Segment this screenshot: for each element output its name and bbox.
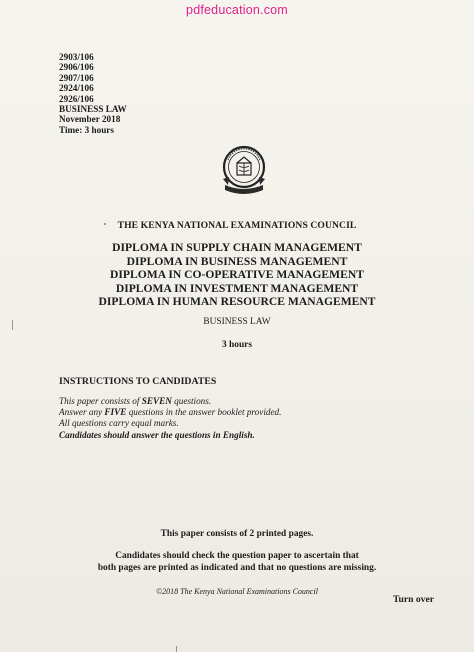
paper-code: 2924/106 xyxy=(59,83,94,94)
paper-code: 2906/106 xyxy=(59,62,94,73)
instruction-line: Answer any FIVE questions in the answer booklet provided. xyxy=(59,407,282,418)
instruction-line: Candidates should answer the questions in English. xyxy=(59,429,255,440)
diploma-title: DIPLOMA IN INVESTMENT MANAGEMENT xyxy=(115,281,359,295)
header-date: November 2018 xyxy=(59,114,121,125)
scan-mark xyxy=(176,646,177,652)
paper-codes-block xyxy=(59,52,127,135)
diploma-title: DIPLOMA IN CO-OPERATIVE MANAGEMENT xyxy=(110,268,364,282)
turn-over-label: Turn over xyxy=(393,594,434,605)
header-time: Time: 3 hours xyxy=(59,124,114,135)
instructions-heading: INSTRUCTIONS TO CANDIDATES xyxy=(59,376,217,387)
instruction-line: This paper consists of SEVEN questions. xyxy=(59,396,212,406)
instruction-line: All questions carry equal marks. xyxy=(59,418,179,429)
knec-crest-icon xyxy=(219,143,269,201)
watermark[interactable]: pdfeducation.com xyxy=(186,3,288,17)
printed-pages-note: This paper consists of 2 printed pages. xyxy=(160,529,314,539)
scan-mark xyxy=(12,320,13,330)
scan-mark xyxy=(104,223,106,225)
diploma-title: DIPLOMA IN BUSINESS MANAGEMENT xyxy=(126,254,348,268)
diploma-title: DIPLOMA IN SUPPLY CHAIN MANAGEMENT xyxy=(112,241,362,254)
check-notice: Candidates should check the question paper to ascertain that both pages are printed as indicated and that no questions are missing. xyxy=(97,551,377,574)
scan-mark xyxy=(100,298,102,299)
diploma-list xyxy=(0,241,474,309)
copyright-notice: ©2018 The Kenya National Examinations Council xyxy=(156,587,318,596)
paper-subject: BUSINESS LAW xyxy=(203,317,271,327)
header-subject: BUSINESS LAW xyxy=(59,104,127,115)
diploma-title: DIPLOMA IN HUMAN RESOURCE MANAGEMENT xyxy=(98,295,376,309)
paper-code: 2907/106 xyxy=(59,72,94,83)
council-name: THE KENYA NATIONAL EXAMINATIONS COUNCIL xyxy=(117,220,357,231)
paper-code: 2903/106 xyxy=(59,52,94,62)
instructions-list xyxy=(59,396,281,441)
paper-duration: 3 hours xyxy=(222,340,252,350)
paper-code: 2926/106 xyxy=(59,93,94,104)
